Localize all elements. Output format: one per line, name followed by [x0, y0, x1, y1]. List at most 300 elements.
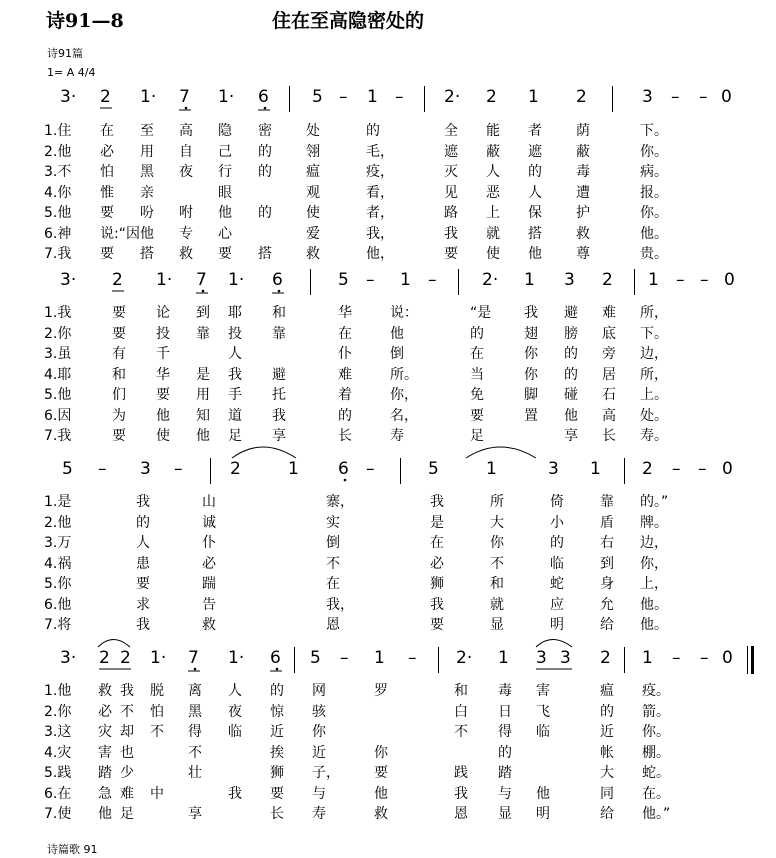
lyric-syllable: 享 [272, 428, 286, 444]
lyric-syllable: 恩 [454, 806, 468, 822]
lyric-syllable: 大 [600, 765, 614, 781]
lyric-syllable: 靠 [272, 325, 286, 342]
lyric-syllable: 当 [470, 366, 484, 383]
lyric-syllable: 的 [258, 143, 272, 160]
lyric-syllable: 说:“因 [100, 225, 140, 242]
lyric-syllable: 灭 [444, 164, 458, 180]
note: 3 [140, 459, 151, 479]
lyric-syllable: 人 [528, 184, 542, 201]
lyric-syllable: 耶 [228, 305, 242, 321]
lyric-syllable: 挨 [270, 744, 284, 761]
note: 2 [120, 648, 131, 668]
lyric-syllable: 实 [326, 514, 340, 531]
lyric-syllable: 在 [430, 535, 444, 551]
note: 2 [600, 648, 611, 668]
lyric-syllable: 不 [150, 724, 164, 740]
note: – [700, 648, 709, 668]
note: – [428, 270, 437, 290]
lyric-syllable: 观 [306, 184, 320, 201]
lyric-syllable: 救 [98, 683, 112, 699]
note: – [174, 459, 183, 479]
lyric-syllable: 夜 [179, 164, 193, 180]
lyric-syllable: 密 [258, 123, 272, 139]
lyric-syllable: 害 [98, 744, 112, 761]
lyric-syllable: 1.住 [44, 123, 72, 139]
lyric-syllable: 是 [196, 366, 210, 383]
lyric-syllable: 右 [600, 535, 614, 551]
lyric-syllable: 1.他 [44, 683, 72, 699]
lyric-syllable: 高 [179, 123, 193, 139]
lyric-syllable: 罗 [374, 683, 388, 699]
note: – [366, 270, 375, 290]
lyric-syllable: 人 [228, 346, 242, 362]
lyric-syllable: 处。 [640, 407, 668, 424]
lyric-syllable: 所 [490, 494, 504, 510]
lyric-syllable: 我 [136, 494, 150, 510]
lyric-syllable: 荫 [576, 123, 590, 139]
lyric-syllable: 网 [312, 683, 326, 699]
note: 1 [642, 648, 653, 668]
note: 7 [196, 270, 207, 290]
lyric-syllable: 寿。 [640, 428, 668, 444]
lyric-syllable: 隐 [218, 123, 232, 139]
lyric-syllable: 我 [272, 407, 286, 424]
lyric-syllable: 就 [490, 596, 504, 613]
note: 5 [62, 459, 73, 479]
lyric-syllable: 者， [366, 205, 394, 221]
lyric-syllable: 疫， [366, 164, 394, 180]
lyric-syllable: 瘟 [600, 683, 614, 699]
lyric-syllable: 2.他 [44, 143, 72, 160]
lyric-syllable: 膀 [564, 325, 578, 342]
lyric-syllable: 避 [272, 366, 286, 383]
note: 5 [312, 87, 323, 107]
note: 3 [560, 648, 571, 668]
lyric-syllable: 踏 [498, 765, 512, 781]
note: – [672, 459, 681, 479]
lyric-syllable: 的 [564, 366, 578, 383]
lyric-syllable: 蔽 [486, 143, 500, 160]
lyric-syllable: 他。” [642, 806, 671, 822]
lyric-syllable: 免 [470, 387, 484, 403]
lyric-syllable: 在 [326, 576, 340, 592]
lyric-syllable: 上。 [640, 387, 668, 403]
lyric-syllable: 飞 [536, 703, 550, 720]
note: 2· [482, 270, 499, 290]
lyric-syllable: 要 [112, 428, 126, 444]
lyric-syllable: 至 [140, 123, 154, 139]
lyric-syllable: 诚 [202, 514, 216, 531]
lyric-syllable: 你 [524, 366, 538, 383]
lyric-syllable: 显 [490, 617, 504, 633]
lyric-syllable: 我 [430, 596, 444, 613]
lyric-syllable: 的 [366, 123, 380, 139]
note: 1 [486, 459, 497, 479]
lyric-syllable: 的 [270, 683, 284, 699]
lyric-syllable: 处 [306, 123, 320, 139]
lyric-syllable: “是 [470, 305, 492, 321]
lyric-syllable: 托 [272, 387, 286, 403]
lyric-syllable: 知 [196, 407, 210, 424]
lyric-syllable: 6.在 [44, 785, 72, 802]
note: 2 [576, 87, 587, 107]
note: 1· [218, 87, 235, 107]
lyric-syllable: 居 [602, 366, 616, 383]
lyric-syllable: 有 [112, 346, 126, 362]
lyric-syllable: 2.他 [44, 514, 72, 531]
lyric-syllable: 投 [156, 325, 170, 342]
lyric-syllable: 为 [112, 407, 126, 424]
lyric-syllable: 7.我 [44, 428, 72, 444]
lyric-syllable: 保 [528, 205, 542, 221]
lyric-syllable: 4.祸 [44, 555, 72, 572]
note: 6 [338, 459, 349, 479]
lyric-syllable: 黑 [188, 703, 202, 720]
lyric-syllable: 要 [112, 325, 126, 342]
note: 2 [100, 87, 111, 107]
lyric-syllable: 显 [498, 806, 512, 822]
lyric-syllable: 近 [270, 724, 284, 740]
lyric-syllable: 不 [326, 555, 340, 572]
lyric-syllable: 不 [490, 555, 504, 572]
note: 1 [367, 87, 378, 107]
note: 1 [374, 648, 385, 668]
lyric-syllable: 路 [444, 205, 458, 221]
lyric-syllable: 必 [202, 555, 216, 572]
note: 3 [536, 648, 547, 668]
lyric-syllable: 享 [188, 806, 202, 822]
lyric-syllable: 脚 [524, 387, 538, 403]
lyric-syllable: 3.这 [44, 724, 72, 740]
lyric-syllable: 他 [374, 785, 388, 802]
lyric-syllable: 的 [258, 205, 272, 221]
lyric-syllable: 黑 [140, 164, 154, 180]
note: 5 [428, 459, 439, 479]
lyric-syllable: 7.使 [44, 806, 72, 822]
lyric-syllable: 要 [100, 205, 114, 221]
note: 2 [112, 270, 123, 290]
lyric-syllable: 6.因 [44, 407, 72, 424]
lyric-syllable: 遭 [576, 184, 590, 201]
lyric-syllable: 你。 [642, 724, 670, 740]
lyric-syllable: 你。 [640, 143, 668, 160]
note: – [676, 270, 685, 290]
lyric-syllable: 他。 [640, 225, 668, 242]
lyric-syllable: 看， [366, 184, 394, 201]
lyric-syllable: 救 [576, 225, 590, 242]
lyric-syllable: 他 [196, 428, 210, 444]
lyric-syllable: 脱 [150, 683, 164, 699]
lyric-syllable: 高 [602, 407, 616, 424]
lyric-syllable: 下。 [640, 123, 668, 139]
lyric-syllable: 长 [602, 428, 616, 444]
lyric-syllable: 棚。 [642, 744, 670, 761]
lyric-syllable: 贵。 [640, 246, 668, 262]
note: 1· [228, 270, 245, 290]
lyric-syllable: 得 [498, 724, 512, 740]
lyric-syllable: 者 [528, 123, 542, 139]
lyric-syllable: 小 [550, 514, 564, 531]
lyric-syllable: 华 [338, 305, 352, 321]
lyric-syllable: 临 [550, 555, 564, 572]
lyric-syllable: 夜 [228, 703, 242, 720]
lyric-syllable: 5.践 [44, 765, 72, 781]
lyric-syllable: 毒 [576, 164, 590, 180]
lyric-syllable: 在。 [642, 785, 670, 802]
lyric-syllable: 瘟 [306, 164, 320, 180]
lyric-syllable: 所， [640, 366, 668, 383]
note: – [98, 459, 107, 479]
lyric-syllable: 怕 [100, 164, 114, 180]
lyric-syllable: 报。 [640, 184, 668, 201]
source-reference: 诗91篇 [47, 47, 83, 60]
note: – [672, 648, 681, 668]
lyric-syllable: 4.灾 [44, 744, 72, 761]
lyric-syllable: 遮 [528, 143, 542, 160]
lyric-syllable: 应 [550, 596, 564, 613]
lyric-syllable: 1.我 [44, 305, 72, 321]
lyric-syllable: 所。 [390, 366, 418, 383]
lyric-syllable: 7.我 [44, 246, 72, 262]
lyric-syllable: 的 [338, 407, 352, 424]
lyric-syllable: 能 [486, 123, 500, 139]
lyric-syllable: 倒 [326, 535, 340, 551]
lyric-syllable: 靠 [196, 325, 210, 342]
lyric-syllable: 使 [156, 428, 170, 444]
lyric-syllable: 人 [486, 164, 500, 180]
lyric-syllable: 就 [486, 225, 500, 242]
lyric-syllable: 同 [600, 785, 614, 802]
lyric-syllable: 避 [564, 305, 578, 321]
lyric-syllable: 我 [120, 683, 134, 699]
lyric-syllable: 搭 [258, 246, 272, 262]
lyric-syllable: 却 [120, 724, 134, 740]
lyric-syllable: 石 [602, 387, 616, 403]
lyric-syllable: 要 [100, 246, 114, 262]
note: 3 [642, 87, 653, 107]
note: 0 [722, 648, 733, 668]
lyric-syllable: 4.你 [44, 184, 72, 201]
lyric-syllable: 下。 [640, 325, 668, 342]
lyric-syllable: 投 [228, 325, 242, 342]
lyric-syllable: 你， [390, 387, 418, 403]
lyric-syllable: 要 [444, 246, 458, 262]
lyric-syllable: 我 [524, 305, 538, 321]
lyric-syllable: 咐 [179, 205, 193, 221]
note: 2 [642, 459, 653, 479]
lyric-syllable: 骇 [312, 703, 326, 720]
lyric-syllable: 足 [228, 428, 242, 444]
lyric-syllable: 仆 [202, 535, 216, 551]
lyric-syllable: 在 [338, 325, 352, 342]
lyric-syllable: 要 [218, 246, 232, 262]
lyric-syllable: 倚 [550, 494, 564, 510]
lyric-syllable: 蛇 [550, 576, 564, 592]
lyric-syllable: 亲 [140, 184, 154, 201]
lyric-syllable: 也 [120, 744, 134, 761]
lyric-syllable: 见 [444, 184, 458, 201]
lyric-syllable: 明 [536, 806, 550, 822]
lyric-syllable: 害 [536, 683, 550, 699]
lyric-syllable: 2.你 [44, 325, 72, 342]
lyric-syllable: 足 [120, 806, 134, 822]
lyric-syllable: 遮 [444, 143, 458, 160]
lyric-syllable: 和 [454, 683, 468, 699]
lyric-syllable: 他 [528, 246, 542, 262]
note: 1· [228, 648, 245, 668]
lyric-syllable: 给 [600, 806, 614, 822]
lyric-syllable: 蔽 [576, 143, 590, 160]
lyric-syllable: 寿 [390, 428, 404, 444]
note: 2 [602, 270, 613, 290]
lyric-syllable: 允 [600, 596, 614, 613]
lyric-syllable: 靠 [600, 494, 614, 510]
note: 6 [258, 87, 269, 107]
lyric-syllable: 底 [602, 325, 616, 342]
lyric-syllable: 们 [112, 387, 126, 403]
lyric-syllable: 难 [338, 366, 352, 383]
lyric-syllable: 用 [140, 143, 154, 160]
lyric-syllable: 倒 [390, 346, 404, 362]
lyric-syllable: 牌。 [640, 514, 668, 531]
lyric-syllable: 边， [640, 346, 668, 362]
lyric-syllable: 我 [454, 785, 468, 802]
lyric-syllable: 临 [228, 724, 242, 740]
lyric-syllable: 毒 [498, 683, 512, 699]
lyric-syllable: 惊 [270, 703, 284, 720]
lyric-syllable: 护 [576, 205, 590, 221]
lyric-syllable: 盾 [600, 514, 614, 531]
note: 0 [724, 270, 735, 290]
lyric-syllable: 与 [498, 785, 512, 802]
note: 3· [60, 648, 77, 668]
lyric-syllable: 专 [179, 225, 193, 242]
lyric-syllable: 近 [312, 744, 326, 761]
lyric-syllable: 华 [156, 366, 170, 383]
lyric-syllable: 日 [498, 703, 512, 720]
lyric-syllable: 不 [188, 744, 202, 761]
lyric-syllable: 长 [270, 806, 284, 822]
note: 0 [721, 87, 732, 107]
lyric-syllable: 全 [444, 123, 458, 139]
lyric-syllable: 吩 [140, 205, 154, 221]
lyric-syllable: 不 [120, 703, 134, 720]
lyric-syllable: 救 [306, 246, 320, 262]
lyric-syllable: 论 [156, 305, 170, 321]
lyric-syllable: 难 [120, 785, 134, 802]
lyric-syllable: 你 [524, 346, 538, 362]
lyric-syllable: 5.他 [44, 387, 72, 403]
lyric-syllable: 搭 [528, 225, 542, 242]
hymn-code: 诗91—8 [46, 10, 124, 32]
note: – [700, 270, 709, 290]
lyric-syllable: 要 [112, 305, 126, 321]
lyric-syllable: 少 [120, 765, 134, 781]
lyric-syllable: 长 [338, 428, 352, 444]
lyric-syllable: 1.是 [44, 494, 72, 510]
lyric-syllable: 使 [486, 246, 500, 262]
lyric-syllable: 我， [366, 225, 394, 242]
lyric-syllable: 我 [228, 785, 242, 802]
lyric-syllable: 的 [498, 744, 512, 761]
lyric-syllable: 难 [602, 305, 616, 321]
key-signature: 1= A 4/4 [47, 66, 96, 79]
lyric-syllable: 和 [272, 305, 286, 321]
lyric-syllable: 7.将 [44, 617, 72, 633]
lyric-syllable: 子， [312, 765, 340, 781]
note: 1 [528, 87, 539, 107]
lyric-syllable: 道 [228, 407, 242, 424]
lyric-syllable: 践 [454, 765, 468, 781]
lyric-syllable: 救 [179, 246, 193, 262]
lyric-syllable: 我 [430, 494, 444, 510]
lyric-syllable: 心 [218, 225, 232, 242]
lyric-syllable: 求 [136, 596, 150, 613]
lyric-syllable: 近 [600, 724, 614, 740]
lyric-syllable: 你 [490, 535, 504, 551]
note: 2· [456, 648, 473, 668]
lyric-syllable: 恶 [486, 184, 500, 201]
note: 2 [486, 87, 497, 107]
lyric-syllable: 我 [444, 225, 458, 242]
lyric-syllable: 用 [196, 387, 210, 403]
lyric-syllable: 爱 [306, 225, 320, 242]
note: 1 [590, 459, 601, 479]
lyric-syllable: 5.你 [44, 576, 72, 592]
lyric-syllable: 的 [528, 164, 542, 180]
lyric-syllable: 他 [98, 806, 112, 822]
lyric-syllable: 要 [136, 576, 150, 592]
lyric-syllable: 我， [326, 596, 354, 613]
note: 3· [60, 87, 77, 107]
lyric-syllable: 要 [374, 765, 388, 781]
lyric-syllable: 享 [564, 428, 578, 444]
lyric-syllable: 他 [390, 325, 404, 342]
lyric-syllable: 是 [430, 514, 444, 531]
lyric-syllable: 要 [156, 387, 170, 403]
lyric-syllable: 疫。 [642, 683, 670, 699]
lyric-syllable: 告 [202, 596, 216, 613]
lyric-syllable: 他 [536, 785, 550, 802]
note: – [699, 87, 708, 107]
note: 1 [648, 270, 659, 290]
lyric-syllable: 我 [136, 617, 150, 633]
lyric-syllable: 手 [228, 387, 242, 403]
lyric-syllable: 你 [312, 724, 326, 740]
lyric-syllable: 翅 [524, 325, 538, 342]
note: – [408, 648, 417, 668]
lyric-syllable: 他 [564, 407, 578, 424]
lyric-syllable: 他， [366, 246, 394, 262]
lyric-syllable: 的 [136, 514, 150, 531]
lyric-syllable: 尊 [576, 246, 590, 262]
lyric-syllable: 壮 [188, 765, 202, 781]
lyric-syllable: 踏 [98, 765, 112, 781]
lyric-syllable: 碰 [564, 387, 578, 403]
lyric-syllable: 的。” [640, 494, 669, 510]
lyric-syllable: 和 [112, 366, 126, 383]
lyric-syllable: 3.不 [44, 164, 72, 180]
lyric-syllable: 搭 [140, 246, 154, 262]
note: 5 [310, 648, 321, 668]
note: 3 [548, 459, 559, 479]
lyric-syllable: 的 [600, 703, 614, 720]
note: 5 [338, 270, 349, 290]
lyric-syllable: 他 [218, 205, 232, 221]
note: 7 [188, 648, 199, 668]
lyric-syllable: 身 [600, 576, 614, 592]
footer-label: 诗篇歌 91 [47, 843, 98, 856]
